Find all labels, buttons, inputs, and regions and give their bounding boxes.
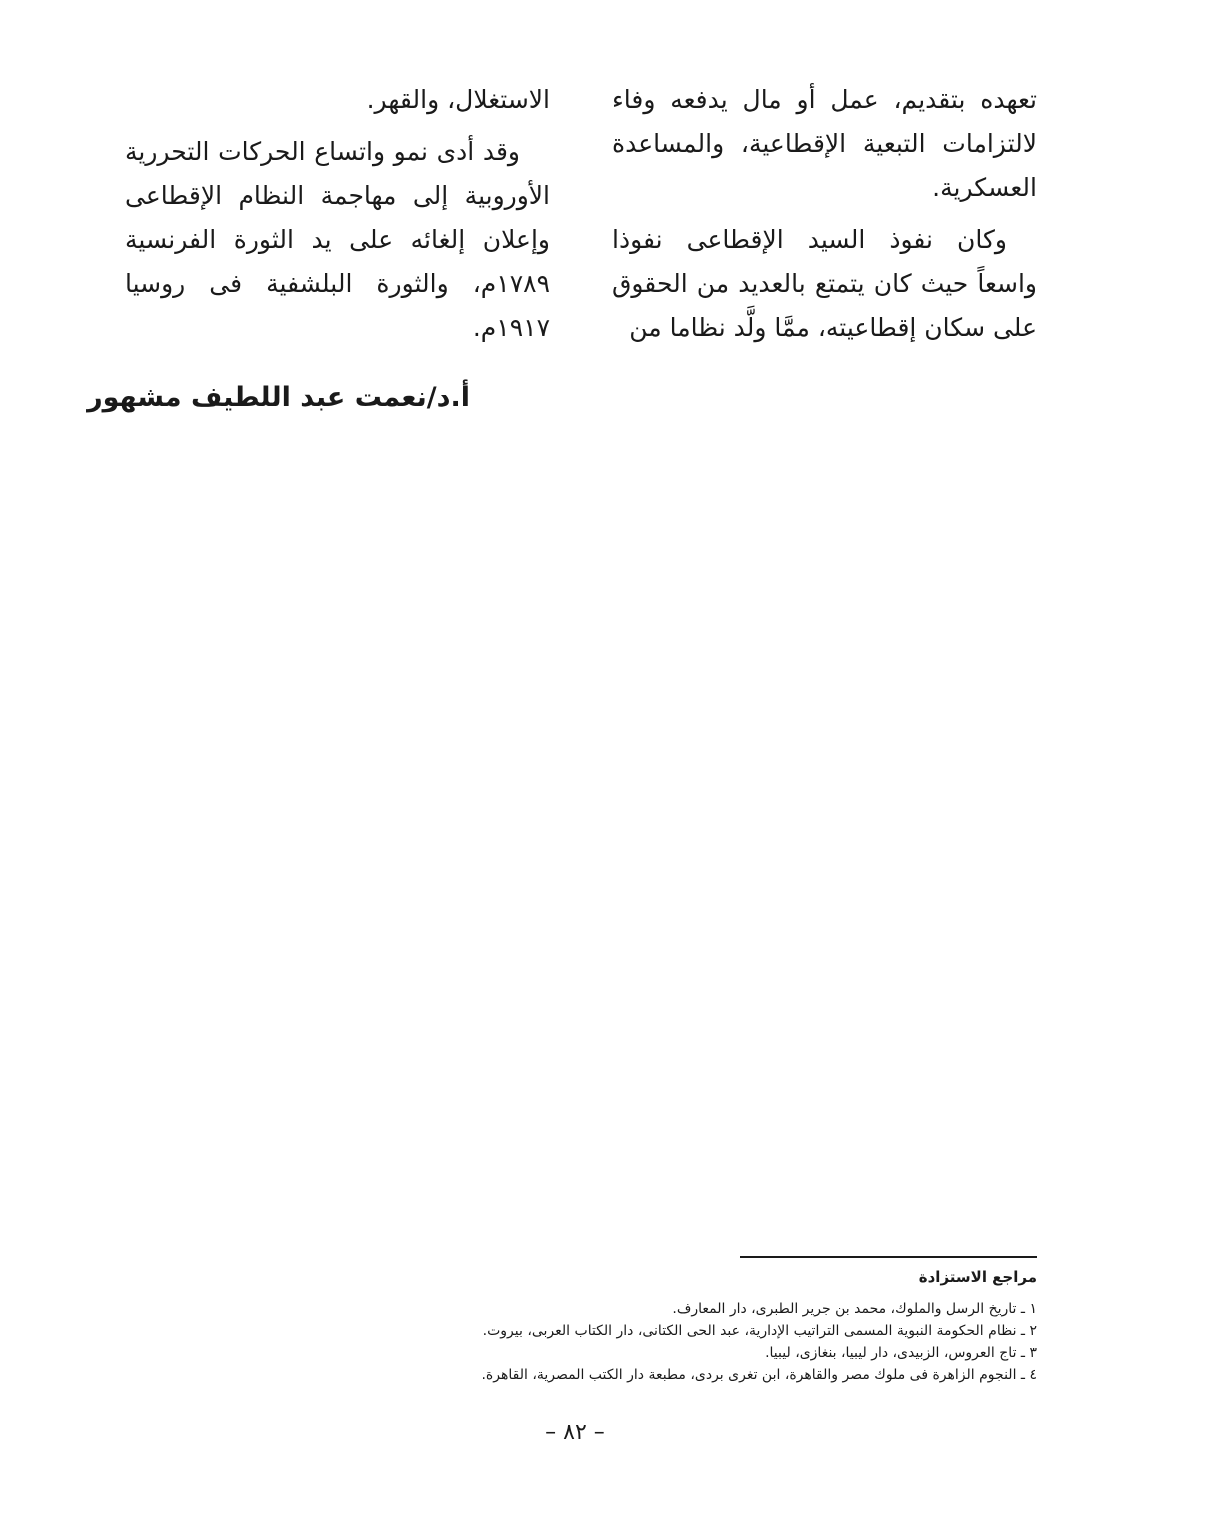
right-column-paragraph-2: وكان نفوذ السيد الإقطاعى نفوذا واسعاً حيث كان يتمتع بالعديد من الحقوق على سكان إقطاعيته، ممَّا ولَّد نظاما من <box>612 225 1037 342</box>
references-title: مراجع الاستزادة <box>918 1268 1037 1286</box>
reference-item: ٣ ـ تاج العروس، الزبيدى، دار ليبيا، بنغازى، ليبيا. <box>765 1345 1037 1361</box>
references-section <box>397 1266 1037 1386</box>
references-list <box>397 1298 1037 1386</box>
right-column-paragraph-1: تعهده بتقديم، عمل أو مال يدفعه وفاء لالتزامات التبعية الإقطاعية، والمساعدة العسكرية. <box>612 85 1037 202</box>
right-text-column <box>612 78 1037 350</box>
left-text-column <box>125 78 550 350</box>
reference-item: ٤ ـ النجوم الزاهرة فى ملوك مصر والقاهرة، ابن تغرى بردى، مطبعة دار الكتب المصرية، القاهرة. <box>481 1367 1037 1383</box>
left-column-paragraph-1: الاستغلال، والقهر. <box>366 85 550 114</box>
reference-item: ٢ ـ نظام الحكومة النبوية المسمى التراتيب الإدارية، عبد الحى الكتانى، دار الكتاب العربى، بيروت. <box>482 1323 1037 1339</box>
author-signature: أ.د/نعمت عبد اللطيف مشهور <box>87 382 470 413</box>
footnote-divider <box>740 1256 1037 1258</box>
reference-item: ١ ـ تاريخ الرسل والملوك، محمد بن جرير الطبرى، دار المعارف. <box>672 1301 1037 1317</box>
page-number: – ٨٢ – <box>545 1420 605 1445</box>
left-column-paragraph-2: وقد أدى نمو واتساع الحركات التحررية الأوروبية إلى مهاجمة النظام الإقطاعى وإعلان إلغائه على يد الثورة الفرنسية ١٧٨٩م، والثورة البلشفية فى روسيا ١٩١٧م. <box>125 137 550 342</box>
